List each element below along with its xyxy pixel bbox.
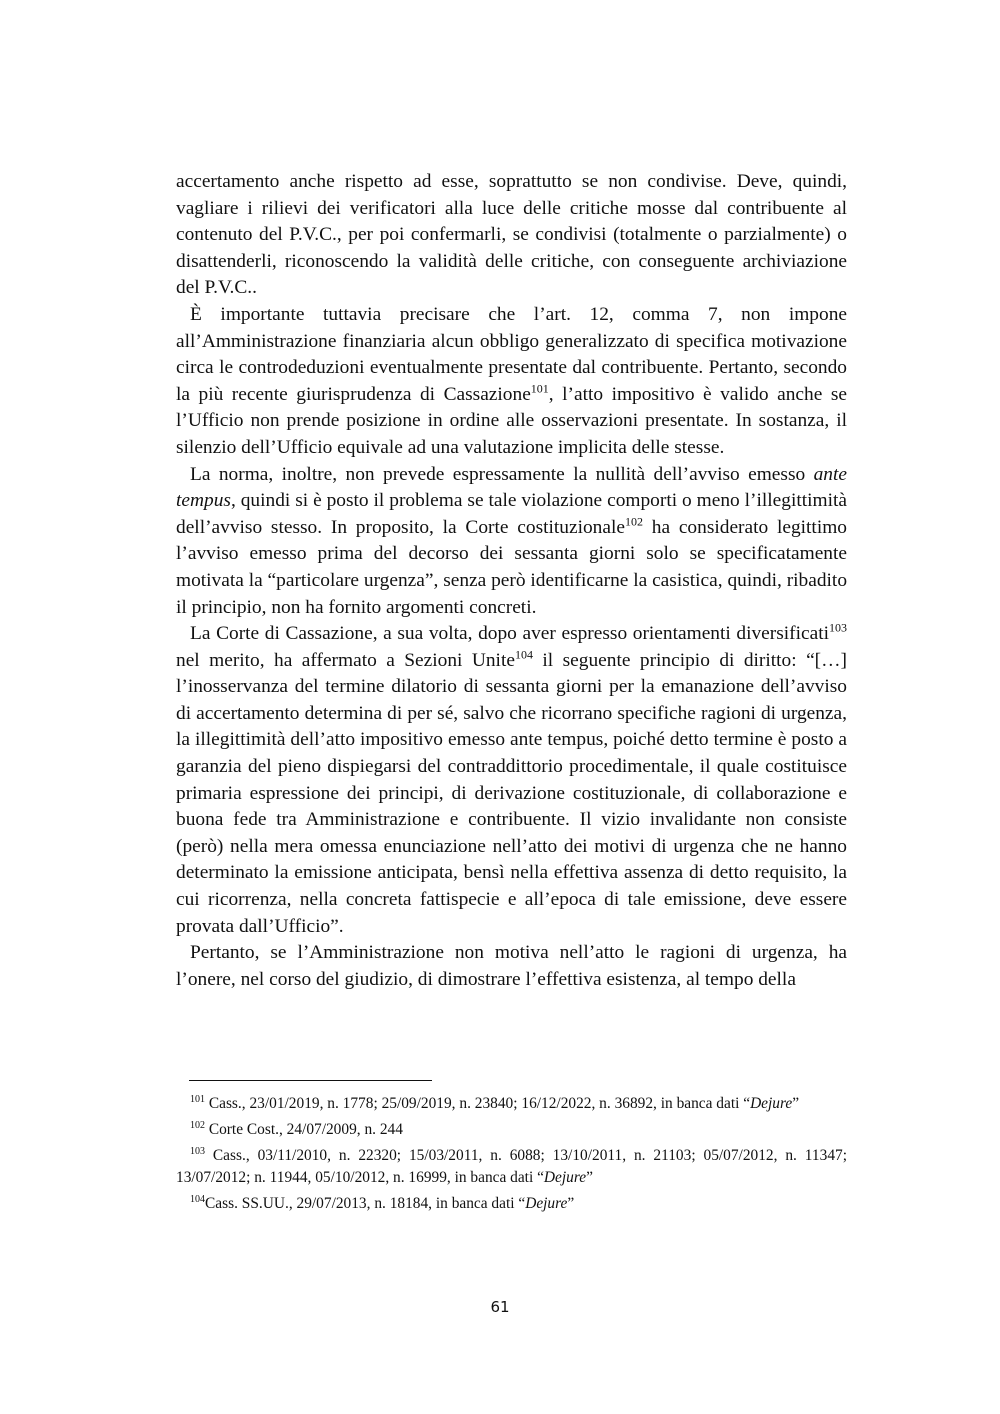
paragraph [176, 169, 847, 302]
footnote-text: Corte Cost., 24/07/2009, n. 244 [205, 1121, 403, 1138]
footnote-103 [176, 1145, 847, 1189]
paragraph-text: ha considerato legittimo l’avviso emesso prima del decorso dei sessanta giorni solo se specificatamente motivata la “particolare urgenza”, senza però identificarne la casistica, quindi, ribadito il principio, non ha fornito argomenti concreti. [176, 516, 848, 618]
footnotes [176, 1093, 847, 1219]
paragraph-text: La Corte di Cassazione, a sua volta, dopo aver espresso orientamenti diversificati [190, 623, 829, 645]
paragraph-text: , l’atto impositivo è valido anche se l’Ufficio non prende posizione in ordine alle osservazioni presentate. In sostanza, il silenzio dell’Ufficio equivale ad una valutazione implicita delle stesse. [176, 383, 847, 458]
paragraph-text: Pertanto, se l’Amministrazione non motiva nell’atto le ragioni di urgenza, ha l’onere, nel corso del giudizio, di dimostrare l’effettiva esistenza, al tempo della [176, 942, 847, 990]
paragraph-text: nel merito, ha affermato a Sezioni Unite [176, 649, 515, 671]
footnote-ref-104[interactable]: 104 [514, 647, 533, 662]
paragraph-text: È importante tuttavia precisare che l’art. 12, comma 7, non impone all’Amministrazione finanziaria alcun obbligo generalizzato di specifica motivazione circa le controdeduzioni eventualmente presentate dal contribuente. Pertanto, secondo la più recente giurisprudenza di Cassazione [176, 303, 847, 405]
footnote-ref-102[interactable]: 102 [624, 514, 643, 529]
footnote-text: Cass., 03/11/2010, n. 22320; 15/03/2011, n. 6088; 13/10/2011, n. 21103; 05/07/2012, n. 11347; 13/07/2012; n. 11944, 05/10/2012, n. 16999, in banca dati “ [176, 1147, 847, 1186]
body-text [176, 169, 847, 993]
database-name: Dejure [525, 1195, 568, 1212]
footnote-ref-103[interactable]: 103 [829, 620, 847, 635]
database-name: Dejure [750, 1095, 793, 1112]
paragraph-text: , quindi si è posto il problema se tale violazione comporti o meno l’illegittimità dell’avviso stesso. In proposito, la Corte costituzionale [176, 490, 847, 538]
footnote-text: ” [586, 1169, 593, 1186]
footnote-text: ” [567, 1195, 575, 1212]
footnote-101 [176, 1093, 847, 1115]
paragraph-text: La norma, inoltre, non prevede espressamente la nullità dell’avviso emesso [190, 463, 814, 485]
footnote-divider [189, 1080, 432, 1081]
footnote-number: 101 [190, 1093, 205, 1105]
footnote-number: 104 [190, 1193, 205, 1205]
paragraph [176, 621, 847, 940]
footnote-text: Cass., 23/01/2019, n. 1778; 25/09/2019, n. 23840; 16/12/2022, n. 36892, in banca dati “ [205, 1095, 751, 1112]
paragraph-text: accertamento anche rispetto ad esse, soprattutto se non condivise. Deve, quindi, vagliare i rilievi dei verificatori alla luce delle critiche mosse dal contribuente al contenuto del P.V.C., per poi confermarli, se condivisi (totalmente o parzialmente) o disattenderli, riconoscendo la validità delle critiche, con conseguente archiviazione del P.V.C.. [176, 171, 847, 299]
footnote-text: ” [792, 1095, 800, 1112]
page-number: 61 [490, 1298, 510, 1316]
footnote-number: 103 [190, 1145, 205, 1157]
footnote-102 [176, 1119, 847, 1141]
paragraph-text: il seguente principio di diritto: “[…] l’inosservanza del termine dilatorio di sessanta giorni per la emanazione dell’avviso di accertamento determina di per sé, salvo che ricorrano specifiche ragioni di urgenza, la illegittimità dell’atto impositivo emesso ante tempus, poiché detto termine è posto a garanzia del pieno dispiegarsi del contraddittorio procedimentale, il quale costituisce primaria espressione dei principi, di derivazione costituzionale, di collaborazione e buona fede tra Amministrazione e contribuente. Il vizio invalidante non consiste (però) nella mera omessa enunciazione nell’atto dei motivi di urgenza che ne hanno determinato la emissione anticipata, bensì nella effettiva assenza di detto requisito, la cui ricorrenza, nella concreta fattispecie e all’epoca di tale emissione, deve essere provata dall’Ufficio”. [176, 649, 847, 937]
footnote-ref-101[interactable]: 101 [530, 381, 549, 396]
italic-term: ante tempus [176, 463, 847, 512]
paragraph [176, 462, 847, 622]
footnote-number: 102 [190, 1119, 205, 1131]
paragraph [176, 940, 847, 993]
footnote-text: Cass. SS.UU., 29/07/2013, n. 18184, in banca dati “ [205, 1195, 526, 1212]
paragraph [176, 302, 847, 462]
database-name: Dejure [543, 1169, 587, 1186]
footnote-104 [176, 1193, 847, 1215]
